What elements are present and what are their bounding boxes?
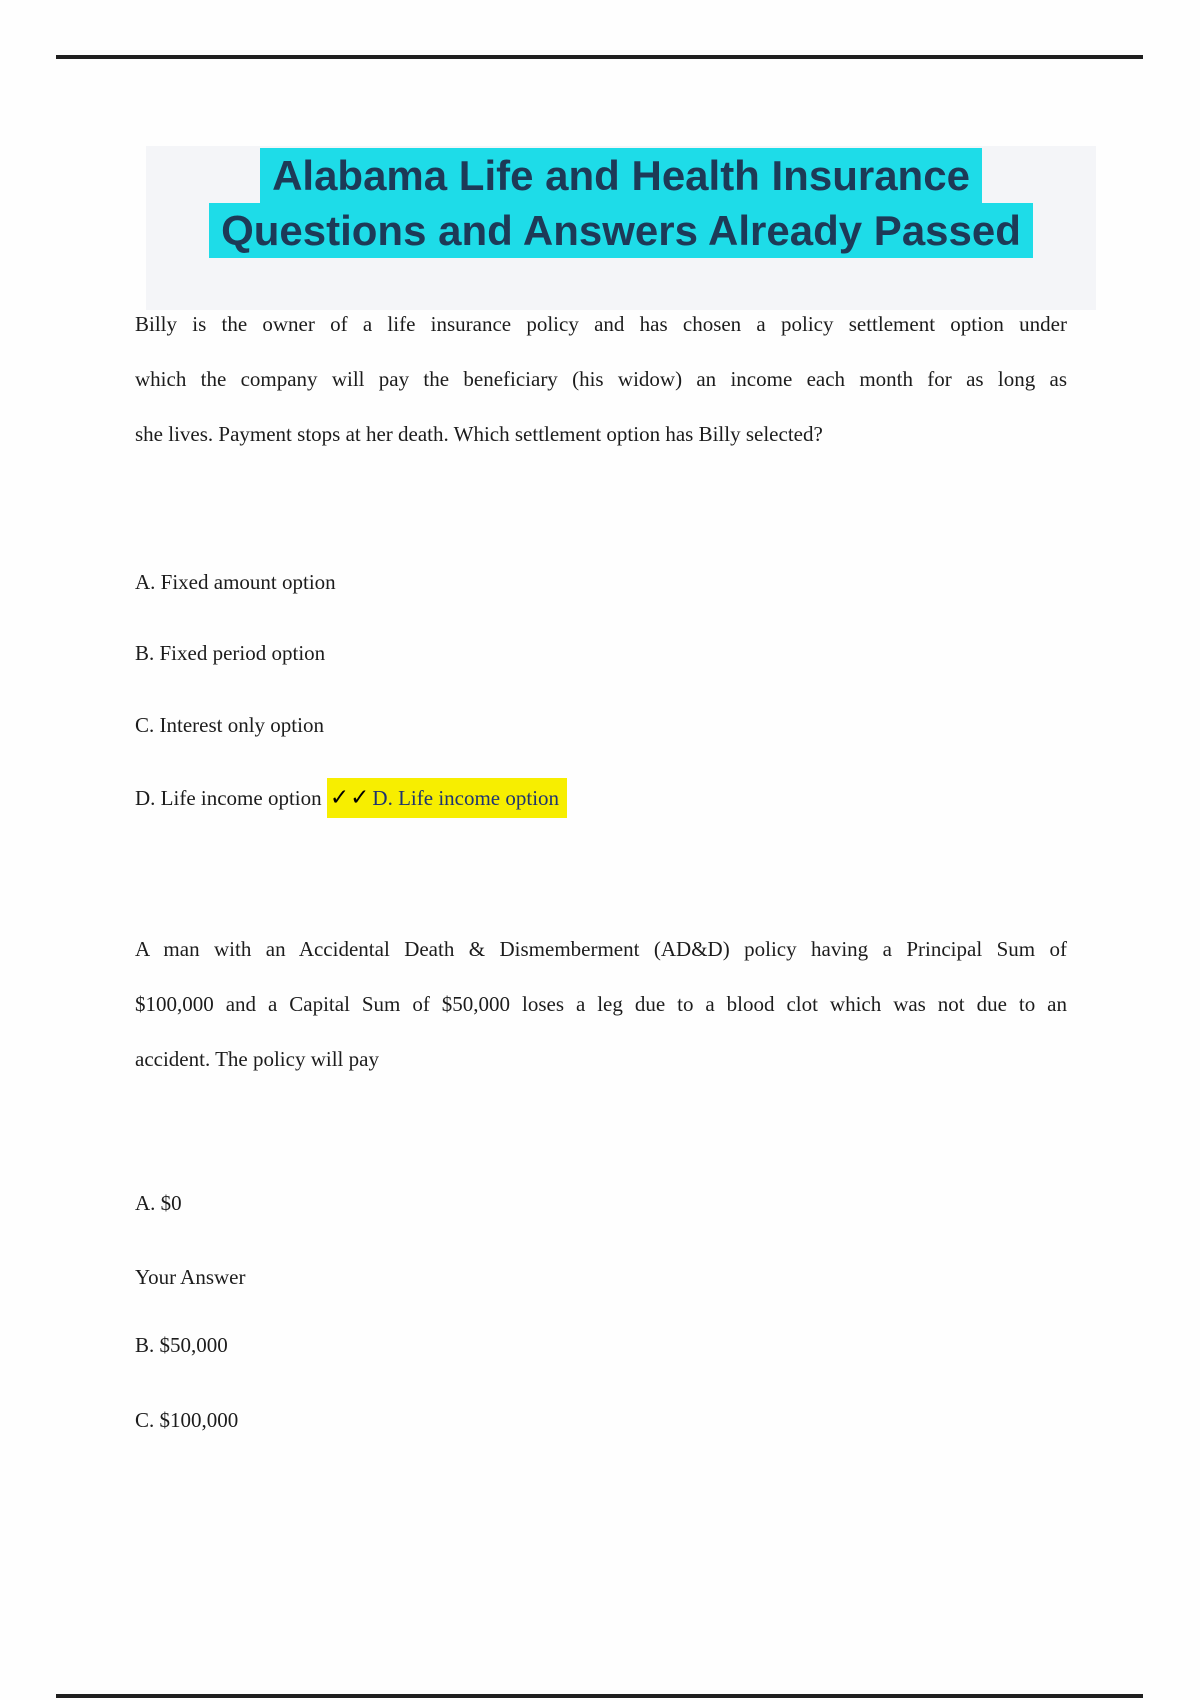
answer-option-q1-d — [135, 782, 567, 814]
answer-option-q2-a: A. $0 — [135, 1191, 182, 1215]
question-2-paragraph — [135, 922, 1067, 1087]
question-2-line-3: accident. The policy will pay — [135, 1047, 379, 1071]
correct-answer-text: D. Life income option — [372, 786, 560, 810]
title-highlight-1: Alabama Life and Health Insurance — [260, 148, 982, 203]
top-divider-rule — [56, 55, 1143, 59]
question-2-line-1: A man with an Accidental Death & Dismemberment (AD&D) policy having a Principal Sum of — [135, 937, 1067, 961]
title-highlight-2: Questions and Answers Already Passed — [209, 203, 1033, 258]
question-1-line-1: Billy is the owner of a life insurance policy and has chosen a policy settlement option under — [135, 312, 1067, 336]
question-1-line-3: she lives. Payment stops at her death. Which settlement option has Billy selected? — [135, 422, 823, 446]
question-2-line-2: $100,000 and a Capital Sum of $50,000 loses a leg due to a blood clot which was not due to an — [135, 992, 1067, 1016]
answer-option-q1-b: B. Fixed period option — [135, 641, 326, 665]
correct-answer-highlight — [327, 778, 567, 818]
answer-option-q2-c: C. $100,000 — [135, 1408, 239, 1432]
bottom-divider-rule — [56, 1694, 1143, 1698]
answer-option-q1-d-text: D. Life income option — [135, 786, 327, 810]
question-1-paragraph — [135, 297, 1067, 462]
checkmark-icon: ✓✓ — [329, 785, 371, 811]
answer-option-q1-c: C. Interest only option — [135, 713, 324, 737]
page-title-line-1 — [146, 148, 1096, 203]
your-answer-label: Your Answer — [135, 1265, 246, 1289]
page-title-line-2 — [146, 203, 1096, 258]
title-card — [146, 146, 1096, 310]
answer-option-q1-a: A. Fixed amount option — [135, 570, 336, 594]
answer-option-q2-b: B. $50,000 — [135, 1333, 228, 1357]
question-1-line-2: which the company will pay the beneficiary (his widow) an income each month for as long as — [135, 367, 1067, 391]
